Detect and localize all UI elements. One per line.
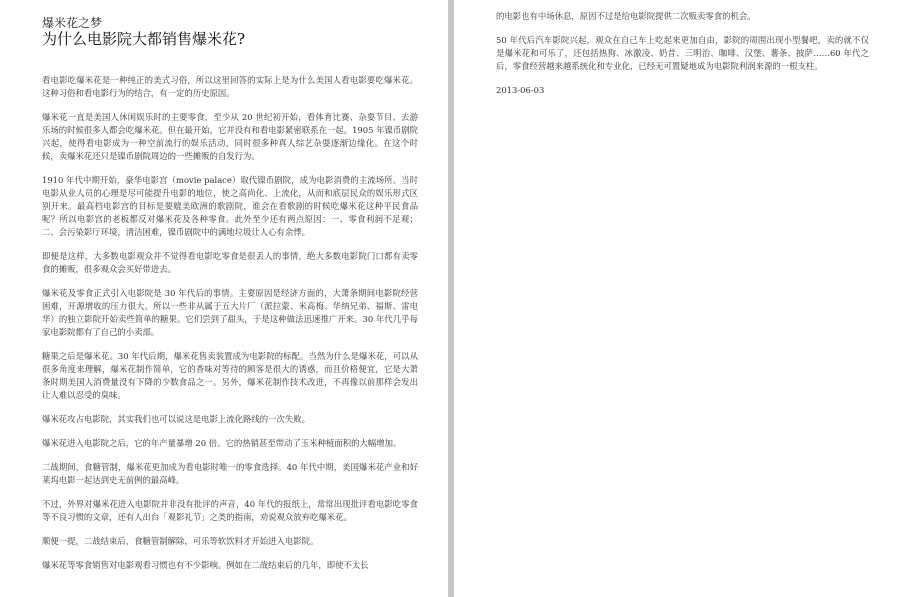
paragraph: 爆米花等零食销售对电影观看习惯也有不少影响。例如在二战结束后的几年，即使不太长 xyxy=(42,560,369,570)
paragraph: 的电影也有中场休息，原因不过是给电影院提供二次贩卖零食的机会。 xyxy=(496,11,756,21)
paragraph: 顺便一提，二战结束后，食糖管制解除，可乐等软饮料才开始进入电影院。 xyxy=(42,536,319,546)
paragraph: 即便是这样，大多数电影观众并不觉得看电影吃零食是很丢人的事情，绝大多数电影院门口都有卖零食的摊贩，很多观众会买好带进去。 xyxy=(42,251,418,274)
document-subtitle: 爆米花之梦 xyxy=(42,16,103,30)
paragraph: 1910 年代中期开始，豪华电影宫（movie palace）取代镍币剧院，成为电影消费的主流场所。当时电影从业人员的心理是尽可能提升电影的地位，使之高尚化、上流化，从而和底层民众的娱乐形式区别开来。最高档电影宫的目标是要媲美欧洲的歌剧院，谁会在看歌剧的时候吃爆米花这种平民食品呢？所以电影宫的老板都反对爆米花及各种零食。此外至少还有两点原因：一、零食利润不足观；二、会污染影厅环境，清洁困难，镍币剧院中的满地垃圾让人心有余悸。 xyxy=(42,175,418,237)
paragraph: 爆米花一直是美国人休闲娱乐时的主要零食，至少从 20 世纪初开始，看体育比赛、杂耍节目、去游乐场的时候很多人都会吃爆米花。但在最开始，它并没有和看电影紧密联系在一起。1905 年镍币剧院兴起，使得看电影成为一种空前流行的娱乐活动，同时很多种真人综艺杂耍逐渐边缘化。在这个时候，卖爆米花还只是镍币剧院周边的一些摊贩的自发行为。 xyxy=(42,112,418,161)
page-right xyxy=(454,0,899,597)
paragraph: 看电影吃爆米花是一种纯正的美式习俗，所以这里回答的实际上是为什么美国人看电影要吃爆米花。这种习俗和看电影行为的结合，有一定的历史原因。 xyxy=(42,75,418,98)
paragraph: 50 年代后汽车影院兴起，观众在自己车上吃起来更加自由，影院的周围出现小型餐吧，卖的就不仅是爆米花和可乐了，还包括热狗、冰激凌、奶昔、三明治、咖啡、汉堡、薯条、披萨……60 年代之后，零食经营越来越系统化和专业化，已经无可置疑地成为电影院利润来源的一根支柱。 xyxy=(496,35,869,71)
document-title: 为什么电影院大都销售爆米花? xyxy=(42,30,246,48)
paragraph: 二战期间，食糖管制，爆米花更加成为看电影时唯一的零食选择。40 年代中期，美国爆米花产业和好莱坞电影一起达到史无前例的最高峰。 xyxy=(42,462,418,485)
publish-date: 2013-06-03 xyxy=(496,85,545,95)
paragraph: 爆米花攻占电影院，其实我们也可以说这是电影上流化路线的一次失败。 xyxy=(42,414,310,424)
paragraph: 不过，外界对爆米花进入电影院并非没有批评的声音，40 年代的报纸上，常常出现批评看电影吃零食等不良习惯的文章，还有人出台「观影礼节」之类的指南，劝说观众放弃吃爆米花。 xyxy=(42,499,418,522)
paragraph: 爆米花进入电影院之后，它的年产量暴增 20 倍。它的热销甚至带动了玉米种植面积的大幅增加。 xyxy=(42,438,402,448)
paragraph: 糖果之后是爆米花。30 年代后期，爆米花售卖装置成为电影院的标配。当然为什么是爆米花，可以从很多角度来理解，爆米花制作简单，它的香味对等待的顾客是很大的诱惑，而且价格便宜，它是大萧条时期美国人消费量没有下降的少数食品之一。另外，爆米花制作技术改进，不再像以前那样会发出让人难以忍受的臭味。 xyxy=(42,351,418,400)
paragraph: 爆米花及零食正式引入电影院是 30 年代后的事情。主要原因是经济方面的，大萧条期间电影院经营困难，开源增收的压力很大。所以一些非从属于五大片厂（派拉蒙、米高梅、华纳兄弟、福斯、雷电华）的独立影院开始卖些简单的糖果。它们尝到了甜头，于是这种做法迅速推广开来。30 年代几乎每家电影院都有了自己的小卖部。 xyxy=(42,288,418,337)
page-left xyxy=(0,0,448,597)
